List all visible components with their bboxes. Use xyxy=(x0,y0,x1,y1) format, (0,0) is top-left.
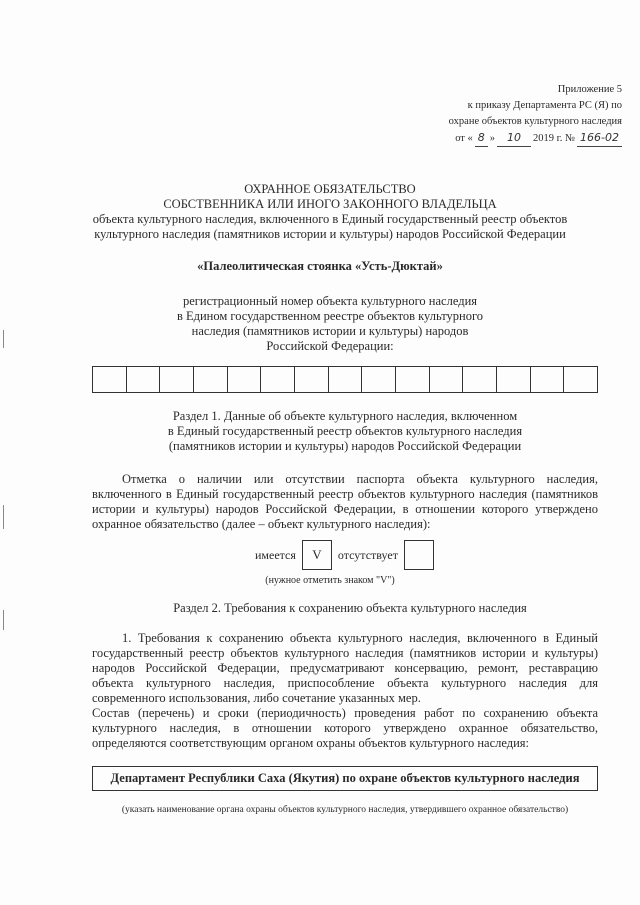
date-month: 10 xyxy=(497,130,531,147)
department-hint: (указать наименование органа охраны объектов культурного наследия, утвердившего охранное обязательство) xyxy=(121,805,569,815)
reg-cell xyxy=(497,367,531,392)
reg-cell xyxy=(564,367,597,392)
object-name: «Палеолитическая стоянка «Усть-Дюктай» xyxy=(197,259,443,273)
reg-cell xyxy=(261,367,295,392)
no-passport-checkbox[interactable] xyxy=(404,540,434,570)
section-2-heading: Раздел 2. Требования к сохранению объекта культурного наследия xyxy=(173,601,527,615)
has-passport-checkbox[interactable]: V xyxy=(302,540,332,570)
reg-cell xyxy=(194,367,228,392)
reg-cell xyxy=(127,367,161,392)
appendix-line: к приказу Департамента РС (Я) по xyxy=(467,100,622,111)
appendix-line: Приложение 5 xyxy=(557,84,622,95)
composition-paragraph: Состав (перечень) и сроки (периодичность) проведения работ по сохранению объекта культурного наследия, в отношении которого утверждено охранное обязательство, определяются соответствующим органом охраны объектов культурного наследия: xyxy=(92,706,598,750)
regnum-line: регистрационный номер объекта культурного наследия xyxy=(182,294,478,308)
regnum-line: в Едином государственном реестре объектов культурного xyxy=(176,309,484,323)
checkbox-hint: (нужное отметить знаком "V") xyxy=(265,575,395,586)
registration-number-grid xyxy=(92,366,598,393)
passport-choice xyxy=(255,540,434,570)
reg-cell xyxy=(430,367,464,392)
reg-cell xyxy=(160,367,194,392)
scan-mark xyxy=(3,610,4,630)
requirements-paragraph: 1. Требования к сохранению объекта культурного наследия, включенного в Единый государственный реестр объектов культурного наследия (памятников истории и культуры) народов Российской Федерации, предусматривают консервацию, ремонт, реставрацию объекта культурного наследия, приспособление объекта культурного наследия для современного использования, либо сочетание указанных мер. xyxy=(92,631,598,705)
section-1-line: в Единый государственный реестр объектов культурного наследия xyxy=(167,424,523,438)
reg-cell xyxy=(463,367,497,392)
date-year: 2019 г. № xyxy=(533,133,576,144)
regnum-line: наследия (памятников истории и культуры) народов xyxy=(191,324,469,338)
no-passport-label: отсутствует xyxy=(337,547,398,562)
has-passport-label: имеется xyxy=(255,547,296,562)
date-day: 8 xyxy=(475,130,488,147)
reg-cell xyxy=(93,367,127,392)
scan-mark xyxy=(3,330,4,348)
department-field: Департамент Республики Саха (Якутия) по охране объектов культурного наследия xyxy=(92,766,598,791)
appendix-line: охране объектов культурного наследия xyxy=(448,116,622,127)
title-line: объекта культурного наследия, включенного в Единый государственный реестр объектов xyxy=(92,212,568,226)
title-line: ОХРАННОЕ ОБЯЗАТЕЛЬСТВО xyxy=(244,182,416,196)
registration-number-label xyxy=(170,294,490,354)
reg-cell xyxy=(228,367,262,392)
reg-cell xyxy=(329,367,363,392)
title-line: культурного наследия (памятников истории и культуры) народов Российской Федерации xyxy=(94,227,566,241)
passport-paragraph: Отметка о наличии или отсутствии паспорта объекта культурного наследия, включенного в Единый государственный реестр объектов культурного наследия (памятников истории и культуры) народов Российской Федерации, в отношении которого утверждено охранное обязательство (далее – объект культурного наследия): xyxy=(92,472,598,531)
appendix-date-line xyxy=(382,130,622,147)
title-line: СОБСТВЕННИКА ИЛИ ИНОГО ЗАКОННОГО ВЛАДЕЛЬЦА xyxy=(163,197,497,211)
reg-cell xyxy=(531,367,565,392)
date-mid: » xyxy=(489,133,496,144)
section-1-line: Раздел 1. Данные об объекте культурного наследия, включенном xyxy=(172,409,518,423)
reg-cell xyxy=(396,367,430,392)
order-number: 166-02 xyxy=(577,130,622,147)
section-1-line: (памятников истории и культуры) народов Российской Федерации xyxy=(168,439,522,453)
appendix-header xyxy=(382,82,622,147)
date-prefix: от « xyxy=(455,133,473,144)
reg-cell xyxy=(362,367,396,392)
scan-mark xyxy=(3,505,4,529)
document-title xyxy=(80,182,580,242)
regnum-line: Российской Федерации: xyxy=(266,339,394,353)
section-1-heading xyxy=(130,409,560,454)
reg-cell xyxy=(295,367,329,392)
